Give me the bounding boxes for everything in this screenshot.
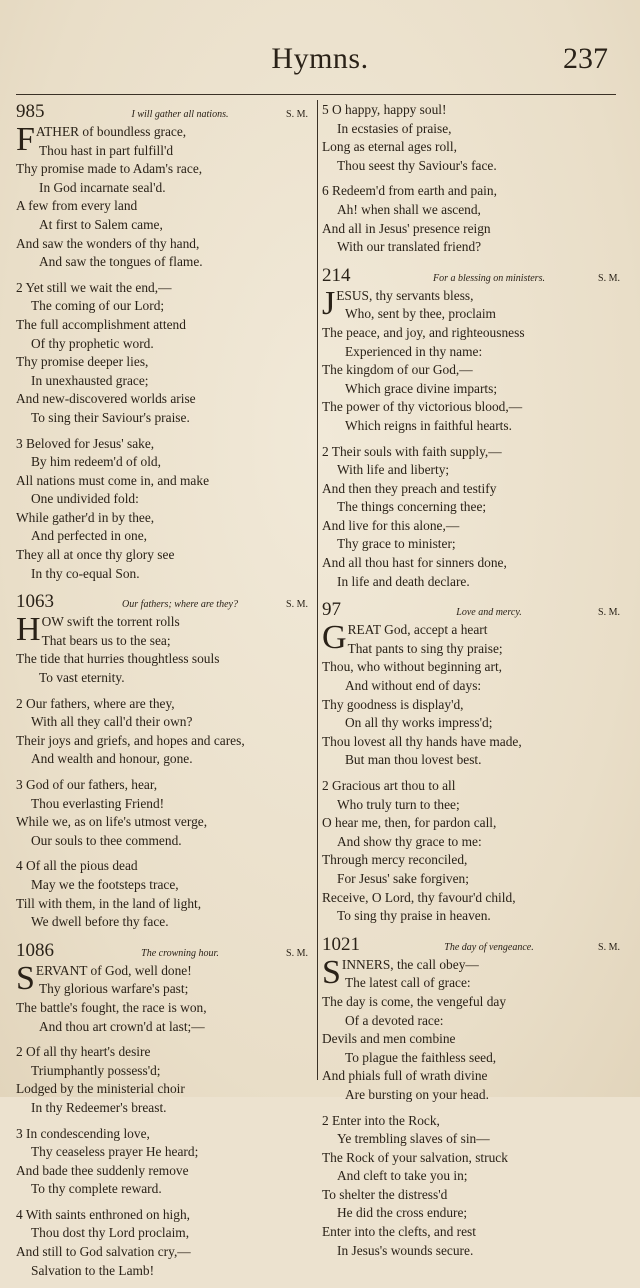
hymn-1086 [16,940,312,1281]
verse-line: 3 Beloved for Jesus' sake, [16,435,155,451]
hymn-meter: S. M. [286,599,308,611]
verse-line: One undivided fold: [31,491,139,507]
verse-line: And wealth and honour, gone. [31,751,193,767]
verse-line: The battle's fought, the race is won, [16,999,207,1015]
verse-line: 5 O happy, happy soul! [322,102,447,117]
hymn-heading [322,599,624,621]
drop-capital: S [322,953,341,991]
hymn-number: 1063 [16,591,54,613]
verse-line: 2 Enter into the Rock, [322,1112,440,1128]
drop-capital: S [16,959,35,997]
verse-line: 2 Our fathers, where are they, [16,695,175,711]
stanza [16,959,312,1036]
verse-line: And saw the wonders of thy hand, [16,235,200,251]
verse-line: While we, as on life's utmost verge, [16,814,208,830]
verse-line: INNERS, the call obey— [341,956,479,972]
hymn-heading [322,934,624,956]
verse-line: And live for this alone,— [322,517,460,533]
verse-line: In thy Redeemer's breast. [31,1099,167,1115]
verse-line: 6 Redeem'd from earth and pain, [322,183,497,199]
stanza [16,857,312,931]
verse-line: Which grace divine imparts; [345,380,498,396]
hymn-meter: S. M. [286,947,308,959]
stanza [16,123,312,272]
verse-line: Thy glorious warfare's past; [39,981,189,997]
hymn-title: Love and mercy. [456,607,522,619]
hymn-continued [322,101,624,257]
hymn-number: 97 [322,599,341,621]
verse-line: In unexhausted grace; [31,372,149,388]
verse-line: To vast eternity. [39,670,125,686]
verse-line: The tide that hurries thoughtless souls [16,651,220,667]
verse-line: The full accomplishment attend [16,316,186,332]
drop-capital: G [322,619,347,657]
verse-line: In life and death declare. [337,573,470,589]
verse-line: A few from every land [16,198,138,214]
right-column [322,101,624,1268]
hymn-1021 [322,934,624,1261]
verse-line: REAT God, accept a heart [347,622,488,638]
verse-line: Of a devoted race: [345,1012,444,1028]
verse-line: OW swift the torrent rolls [41,614,180,630]
verse-line: 4 Of all the pious dead [16,858,138,874]
verse-line: Through mercy reconciled, [322,852,468,868]
verse-line: The kingdom of our God,— [322,362,473,378]
verse-line: Lodged by the ministerial choir [16,1081,185,1097]
stanza [16,1125,312,1199]
verse-line: And show thy grace to me: [337,833,482,849]
verse-line: To shelter the distress'd [322,1186,448,1202]
verse-line: And bade thee suddenly remove [16,1162,189,1178]
verse-line: Thou everlasting Friend! [31,795,165,811]
verse-line: And still to God salvation cry,— [16,1244,191,1260]
verse-line: 2 Gracious art thou to all [322,778,456,793]
hymn-number: 214 [322,264,351,286]
stanza [16,435,312,584]
verse-line: They all at once thy glory see [16,547,175,563]
verse-line: With our translated friend? [337,239,482,255]
verse-line: Of thy prophetic word. [31,335,154,351]
hymn-meter: S. M. [598,272,620,284]
verse-line: He did the cross endure; [337,1205,468,1221]
stanza [322,182,624,256]
header-rule [16,94,616,95]
hymn-meter: S. M. [598,941,620,953]
verse-line: ESUS, thy servants bless, [336,287,474,303]
verse-line: Which reigns in faithful hearts. [345,417,512,433]
verse-line: The power of thy victorious blood,— [322,399,523,415]
hymn-number: 1021 [322,933,360,955]
stanza [322,443,624,592]
stanza [322,284,624,436]
verse-line: In ecstasies of praise, [337,120,452,136]
verse-line: 3 God of our fathers, hear, [16,777,158,792]
verse-line: Who, sent by thee, proclaim [345,306,496,322]
verse-line: The day is come, the vengeful day [322,993,507,1009]
verse-line: In God incarnate seal'd. [39,179,166,195]
hymn-97 [322,599,624,926]
verse-line: Ah! when shall we ascend, [337,201,481,217]
verse-line: Triumphantly possess'd; [31,1062,161,1078]
verse-line: ATHER of boundless grace, [35,124,187,139]
verse-line: 3 In condescending love, [16,1125,150,1141]
verse-line: Are bursting on your head. [345,1086,489,1102]
verse-line: And all thou hast for sinners done, [322,555,507,571]
stanza [16,613,312,687]
stanza [322,777,624,926]
verse-line: Our souls to thee commend. [31,832,182,848]
verse-line: Thou dost thy Lord proclaim, [31,1225,190,1241]
verse-line: Thou lovest all thy hands have made, [322,733,522,749]
verse-line: And phials full of wrath divine [322,1068,488,1084]
verse-line: At first to Salem came, [39,216,163,232]
page-number: 237 [563,42,608,75]
verse-line: To sing their Saviour's praise. [31,409,190,425]
hymn-1063 [16,591,312,932]
hymn-number: 1086 [16,939,54,961]
hymn-title: For a blessing on ministers. [433,272,545,284]
hymn-heading [16,591,312,613]
verse-line: O hear me, then, for pardon call, [322,815,497,831]
verse-line: For Jesus' sake forgiven; [337,870,469,886]
verse-line: While gather'd in by thee, [16,509,155,525]
verse-line: With life and liberty; [337,462,450,478]
verse-line: Thou, who without beginning art, [322,659,503,675]
hymn-214 [322,265,624,592]
verse-line: The things concerning thee; [337,499,487,515]
verse-line: And without end of days: [345,678,482,694]
verse-line: And new-discovered worlds arise [16,391,196,407]
hymn-title: Our fathers; where are they? [122,599,238,611]
verse-line: On all thy works impress'd; [345,715,493,731]
verse-line: That bears us to the sea; [41,632,171,648]
drop-capital: F [16,121,35,158]
verse-line: The coming of our Lord; [31,298,165,314]
verse-line: Thou seest thy Saviour's face. [337,157,497,173]
hymn-heading [322,265,624,287]
verse-line: And all in Jesus' presence reign [322,220,491,236]
verse-line: 2 Of all thy heart's desire [16,1044,151,1060]
stanza [322,621,624,770]
verse-line: But man thou lovest best. [345,752,482,768]
drop-capital: J [322,284,336,322]
verse-line: And thou art crown'd at last;— [39,1018,205,1034]
verse-line: By him redeem'd of old, [31,454,161,470]
verse-line: Devils and men combine [322,1031,456,1047]
verse-line: Thy promise deeper lies, [16,354,149,370]
verse-line: Thy promise made to Adam's race, [16,161,203,177]
verse-line: Who truly turn to thee; [337,796,460,812]
hymn-title: I will gather all nations. [131,109,229,120]
verse-line: Their joys and griefs, and hopes and cares, [16,732,245,748]
hymn-meter: S. M. [598,607,620,619]
verse-line: The Rock of your salvation, struck [322,1149,508,1165]
verse-line: May we the footsteps trace, [31,876,179,892]
stanza [16,776,312,850]
verse-line: 2 Their souls with faith supply,— [322,443,502,459]
verse-line: In thy co-equal Son. [31,565,140,581]
verse-line: To thy complete reward. [31,1181,162,1197]
verse-line: Long as eternal ages roll, [322,139,457,155]
verse-line: Ye trembling slaves of sin— [337,1131,490,1147]
stanza [16,1043,312,1117]
verse-line: Thy grace to minister; [337,536,456,552]
verse-line: And then they preach and testify [322,480,497,496]
stanza [322,1112,624,1261]
hymn-heading [16,940,312,962]
verse-line: With all they call'd their own? [31,714,193,730]
verse-line: That pants to sing thy praise; [347,640,503,656]
verse-line: Experienced in thy name: [345,343,483,359]
left-column [16,101,312,1288]
stanza [16,279,312,428]
stanza [322,953,624,1105]
verse-line: To plague the faithless seed, [345,1049,497,1065]
verse-line: 4 With saints enthroned on high, [16,1206,191,1222]
verse-line: And perfected in one, [31,528,148,544]
hymn-heading [16,101,312,123]
verse-line: Salvation to the Lamb! [31,1262,155,1278]
verse-line: We dwell before thy face. [31,914,169,930]
hymn-985 [16,101,312,583]
verse-line: ERVANT of God, well done! [35,962,192,978]
hymn-title: The day of vengeance. [444,941,534,953]
hymn-title: The crowning hour. [141,947,219,959]
verse-line: Thou hast in part fulfill'd [39,142,174,158]
hymn-number: 985 [16,101,45,122]
verse-line: All nations must come in, and make [16,472,210,488]
hymn-meter: S. M. [286,109,308,120]
page-title: Hymns. [271,42,369,75]
verse-line: To sing thy praise in heaven. [337,908,491,924]
verse-line: In Jesus's wounds secure. [337,1242,474,1258]
verse-line: Thy ceaseless prayer He heard; [31,1144,199,1160]
stanza [322,101,624,175]
verse-line: Receive, O Lord, thy favour'd child, [322,889,516,905]
verse-line: Thy goodness is display'd, [322,696,464,712]
verse-line: Till with them, in the land of light, [16,895,202,911]
verse-line: The peace, and joy, and righteousness [322,324,525,340]
drop-capital: H [16,611,41,649]
stanza [16,695,312,769]
stanza [16,1206,312,1280]
verse-line: Enter into the clefts, and rest [322,1224,476,1240]
verse-line: The latest call of grace: [345,975,471,991]
verse-line: 2 Yet still we wait the end,— [16,279,172,295]
verse-line: And cleft to take you in; [337,1168,468,1184]
verse-line: And saw the tongues of flame. [39,254,203,270]
column-divider [317,100,318,1080]
